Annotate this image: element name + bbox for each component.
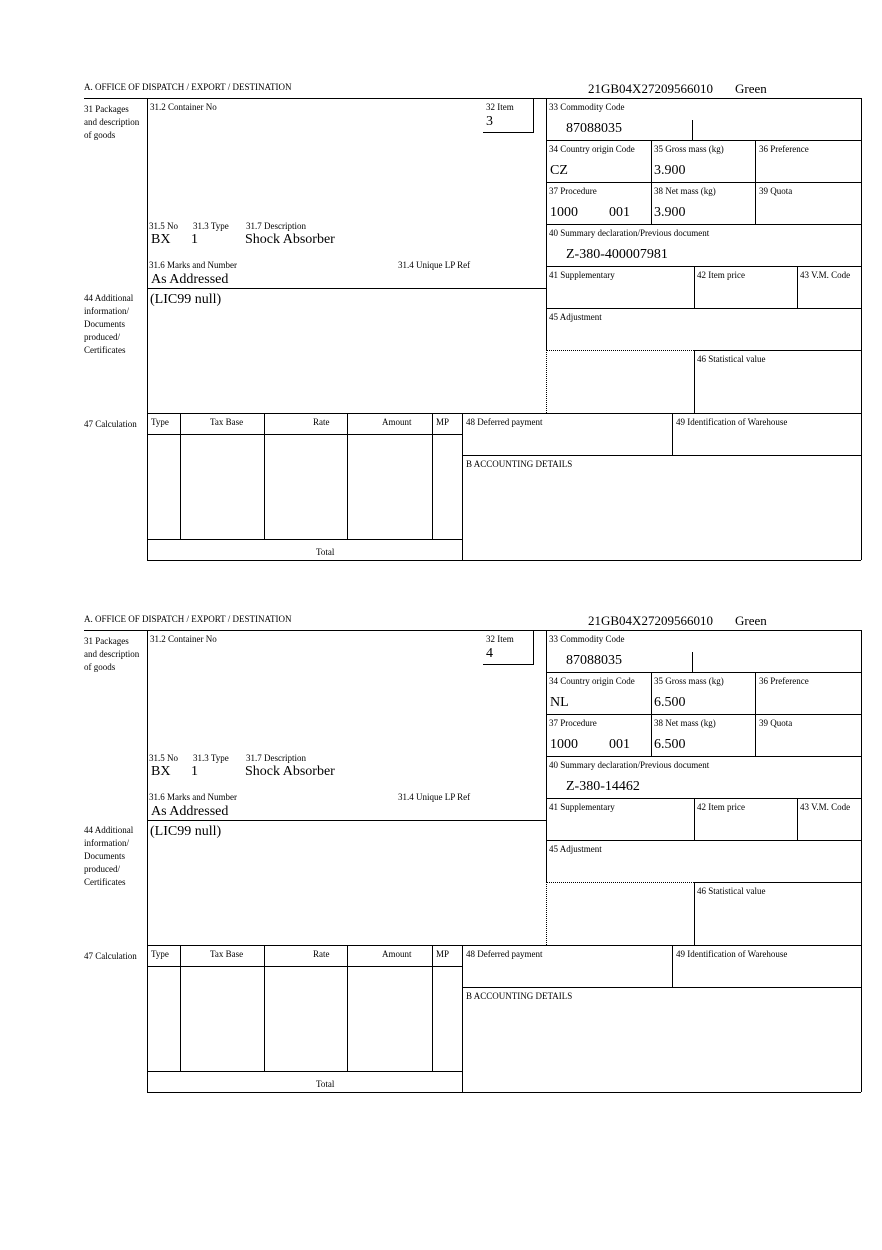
pkg-description-value: Shock Absorber — [245, 232, 335, 247]
preference-label: 36 Preference — [759, 144, 809, 154]
reference-number: 21GB04X27209566010 — [588, 81, 713, 96]
item-value: 3 — [486, 114, 493, 129]
pkg-type-label: 31.3 Type — [193, 753, 229, 763]
adjustment-label: 45 Adjustment — [549, 844, 602, 854]
additional-info-value: (LIC99 null) — [150, 292, 222, 307]
container-no-label: 31.2 Container No — [150, 102, 217, 112]
marks-label: 31.6 Marks and Number — [149, 260, 237, 270]
pkg-no-value: BX — [151, 764, 171, 779]
pkg-description-label: 31.7 Description — [246, 221, 306, 231]
summary-decl-label: 40 Summary declaration/Previous document — [549, 228, 710, 238]
net-mass-label: 38 Net mass (kg) — [654, 718, 716, 728]
unique-lp-label: 31.4 Unique LP Ref — [398, 792, 471, 802]
additional-info-value: (LIC99 null) — [150, 824, 222, 839]
pkg-description-value: Shock Absorber — [245, 764, 335, 779]
net-mass-value: 3.900 — [654, 205, 686, 220]
pkg-type-value: 1 — [191, 232, 198, 247]
statistical-value-label: 46 Statistical value — [697, 886, 766, 896]
pkg-type-value: 1 — [191, 764, 198, 779]
net-mass-value: 6.500 — [654, 737, 686, 752]
col-rate-header: Rate — [313, 949, 330, 959]
col-rate-header: Rate — [313, 417, 330, 427]
procedure-code-value: 1000 — [550, 737, 578, 752]
total-label: Total — [316, 547, 335, 557]
summary-decl-label: 40 Summary declaration/Previous document — [549, 760, 710, 770]
country-origin-label: 34 Country origin Code — [549, 676, 635, 686]
declaration-form-item-4 — [0, 532, 882, 1089]
declaration-form-item-3 — [0, 0, 882, 557]
item-value: 4 — [486, 646, 493, 661]
calculation-label: 47 Calculation — [84, 419, 137, 429]
summary-decl-value: Z-380-14462 — [566, 779, 640, 794]
adjustment-label: 45 Adjustment — [549, 312, 602, 322]
col-taxbase-header: Tax Base — [210, 417, 244, 427]
gross-mass-label: 35 Gross mass (kg) — [654, 144, 724, 154]
office-header: A. OFFICE OF DISPATCH / EXPORT / DESTINATION — [84, 614, 292, 624]
vm-code-label: 43 V.M. Code — [800, 270, 851, 280]
office-header: A. OFFICE OF DISPATCH / EXPORT / DESTINATION — [84, 82, 292, 92]
status-label: Green — [735, 81, 767, 96]
warehouse-label: 49 Identification of Warehouse — [676, 417, 788, 427]
col-mp-header: MP — [436, 949, 450, 959]
procedure-suffix-value: 001 — [609, 205, 630, 220]
vm-code-label: 43 V.M. Code — [800, 802, 851, 812]
item-price-label: 42 Item price — [697, 802, 745, 812]
col-amount-header: Amount — [382, 949, 412, 959]
supplementary-label: 41 Supplementary — [549, 270, 615, 280]
col-amount-header: Amount — [382, 417, 412, 427]
deferred-payment-label: 48 Deferred payment — [466, 949, 543, 959]
calculation-label: 47 Calculation — [84, 951, 137, 961]
pkg-no-label: 31.5 No — [149, 221, 178, 231]
item-label: 32 Item — [486, 634, 514, 644]
gross-mass-label: 35 Gross mass (kg) — [654, 676, 724, 686]
container-no-label: 31.2 Container No — [150, 634, 217, 644]
accounting-details-label: B ACCOUNTING DETAILS — [466, 991, 573, 1001]
procedure-label: 37 Procedure — [549, 718, 597, 728]
additional-info-label: 44 Additional information/ Documents produced/ Certificates — [84, 825, 134, 887]
reference-number: 21GB04X27209566010 — [588, 613, 713, 628]
col-taxbase-header: Tax Base — [210, 949, 244, 959]
marks-value: As Addressed — [151, 804, 229, 819]
pkg-no-value: BX — [151, 232, 171, 247]
item-label: 32 Item — [486, 102, 514, 112]
pkg-description-label: 31.7 Description — [246, 753, 306, 763]
marks-value: As Addressed — [151, 272, 229, 287]
statistical-value-label: 46 Statistical value — [697, 354, 766, 364]
procedure-code-value: 1000 — [550, 205, 578, 220]
deferred-payment-label: 48 Deferred payment — [466, 417, 543, 427]
col-mp-header: MP — [436, 417, 450, 427]
commodity-code-label: 33 Commodity Code — [549, 634, 625, 644]
preference-label: 36 Preference — [759, 676, 809, 686]
country-origin-value: CZ — [550, 163, 568, 178]
additional-info-label: 44 Additional information/ Documents produced/ Certificates — [84, 293, 134, 355]
accounting-details-label: B ACCOUNTING DETAILS — [466, 459, 573, 469]
pkg-no-label: 31.5 No — [149, 753, 178, 763]
packages-label: 31 Packages and description of goods — [84, 104, 140, 140]
summary-decl-value: Z-380-400007981 — [566, 247, 668, 262]
commodity-code-value: 87088035 — [566, 121, 622, 136]
item-price-label: 42 Item price — [697, 270, 745, 280]
pkg-type-label: 31.3 Type — [193, 221, 229, 231]
net-mass-label: 38 Net mass (kg) — [654, 186, 716, 196]
quota-label: 39 Quota — [759, 186, 793, 196]
procedure-label: 37 Procedure — [549, 186, 597, 196]
country-origin-value: NL — [550, 695, 569, 710]
col-type-header: Type — [151, 949, 169, 959]
total-label: Total — [316, 1079, 335, 1089]
unique-lp-label: 31.4 Unique LP Ref — [398, 260, 471, 270]
gross-mass-value: 6.500 — [654, 695, 686, 710]
col-type-header: Type — [151, 417, 169, 427]
commodity-code-label: 33 Commodity Code — [549, 102, 625, 112]
commodity-code-value: 87088035 — [566, 653, 622, 668]
marks-label: 31.6 Marks and Number — [149, 792, 237, 802]
packages-label: 31 Packages and description of goods — [84, 636, 140, 672]
procedure-suffix-value: 001 — [609, 737, 630, 752]
status-label: Green — [735, 613, 767, 628]
quota-label: 39 Quota — [759, 718, 793, 728]
country-origin-label: 34 Country origin Code — [549, 144, 635, 154]
supplementary-label: 41 Supplementary — [549, 802, 615, 812]
warehouse-label: 49 Identification of Warehouse — [676, 949, 788, 959]
gross-mass-value: 3.900 — [654, 163, 686, 178]
